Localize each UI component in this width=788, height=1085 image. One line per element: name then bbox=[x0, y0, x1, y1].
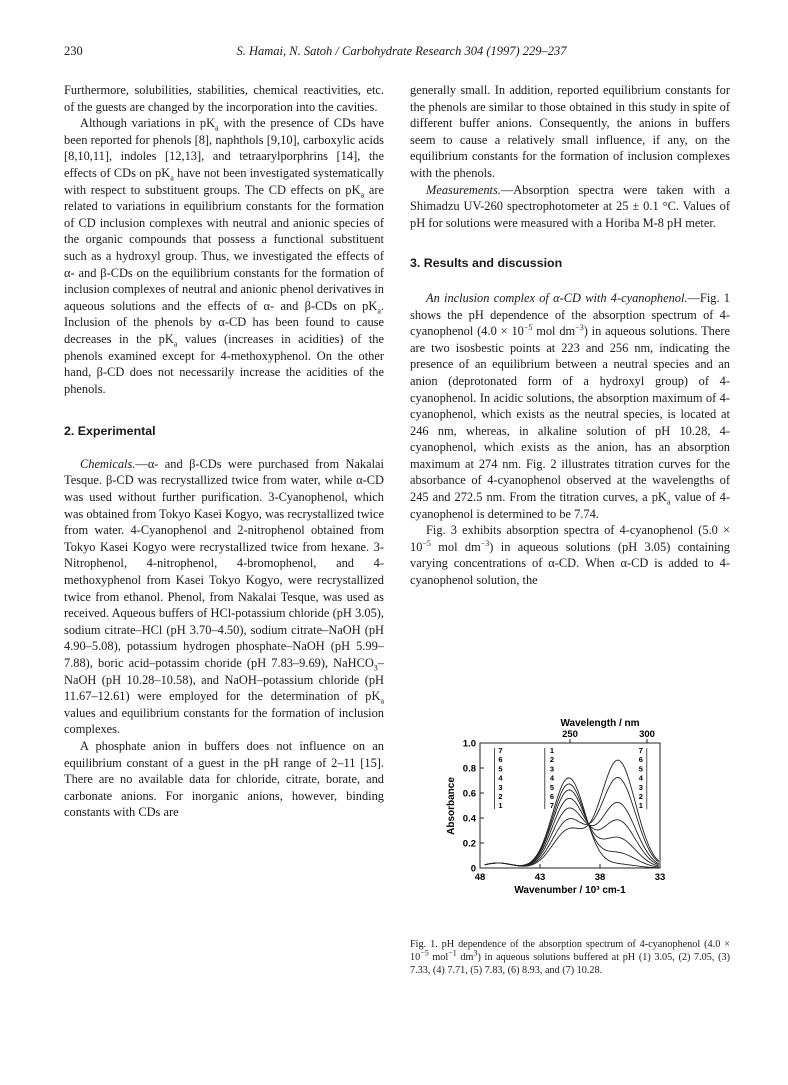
spectrum-curve-7 bbox=[485, 760, 659, 866]
top-tick-label: 250 bbox=[562, 729, 578, 740]
chemicals-paragraph: Chemicals.—α- and β-CDs were purchased from Nakalai Tesque. β-CD was recrystallized twice from water, while α-CD was used without further purification. 3-Cyanophenol, which was obtained from Tokyo Kasei Kogyo, was recrystallized twice from water. 4-Cyanophenol and 2-nitrophenol obtained from Tokyo Kasei Kogyo were recrystallized twice from hexane. 3-Nitrophenol, 4-nitrophenol, 4-bromophenol, and 4-methoxyphenol from Kasei Tokyo Kogyo, were recrystallized twice from ethanol. Phenol, from Nakalai Tesque, was used as received. Aqueous buffers of HCl-potassium chloride (pH 3.05), sodium citrate–HCl (pH 3.70–4.50), sodium citrate–NaOH (pH 4.90–5.08), potassium hydrogen phosphate–NaOH (pH 5.99–7.88), boric acid–potassim choride (pH 7.83–9.69), NaHCO$_3$–NaOH (pH 10.28–10.58), and NaOH–potassium chloride (pH 11.67–12.61) were employed for the determination of $pK_a$ values and equilibrium constants for the formation of inclusion complexes. bbox=[64, 456, 384, 737]
section-heading-results: 3. Results and discussion bbox=[410, 256, 563, 271]
y-tick-label: 0.2 bbox=[462, 838, 476, 850]
spectrum-curves bbox=[485, 760, 659, 868]
page-header bbox=[64, 44, 739, 66]
x-axis-ticks bbox=[475, 864, 666, 883]
curve-label-right: 2 bbox=[638, 792, 643, 801]
continued-paragraph: generally small. In addition, reported equilibrium constants for the phenols are similar to those obtained in this study in spite of different buffer anions. Consequently, the anions in buffers seem to cause a relatively small influence, if any, on the equilibrium constants for the formation of inclusion complexes with the phenols. bbox=[410, 83, 730, 180]
right-column bbox=[410, 82, 730, 589]
page-number: 230 bbox=[64, 44, 83, 58]
curve-label-left: 5 bbox=[498, 764, 503, 774]
curve-label-mid: 7 bbox=[549, 801, 555, 811]
curve-label-right: 3 bbox=[638, 782, 643, 792]
curve-label-mid: 3 bbox=[549, 764, 555, 774]
curve-label-mid: 6 bbox=[549, 792, 555, 801]
curve-label-left: 3 bbox=[498, 782, 503, 792]
intro-paragraph-2: Although variations in $pK_a$ with the presence of CDs have been reported for phenols [8], naphthols [9,10], carboxylic acids [8,10,11], indoles [12,13], and tetraarylporphrins [14], the effects of CDs on $pK_a$ have not been investigated systematically with respect to substituent groups. The CD effects on $pK_a$ are related to variations in equilibrium constants for the formation of CD inclusion complexes with neutral and anionic species of the organic compounds that possess a functional substituent such as a hydroxyl group. Thus, we investigated the effects of α- and β-CDs on the equilibrium constants for the formation of inclusion complexes of neutral and anionic phenol derivatives in aqueous solutions and the effects of α- and β-CDs on $pK_a$. Inclusion of the phenols by α-CD has been found to cause decreases in the $pK_a$ values (increases in acidities) of the phenols examined except for 4-methoxyphenol. On the other hand, β-CD does not necessarily increase the acidities of the phenols. bbox=[64, 116, 385, 396]
curve-label-mid: 2 bbox=[549, 755, 555, 765]
section-heading-experimental: 2. Experimental bbox=[64, 424, 156, 439]
y-tick-label: 1.0 bbox=[462, 738, 476, 750]
curve-label-mid: 4 bbox=[549, 773, 555, 783]
top-axis-label: Wavelength / nm bbox=[560, 718, 640, 729]
curve-label-right: 4 bbox=[638, 773, 643, 783]
curve-label-left: 4 bbox=[498, 773, 503, 783]
curve-label-left: 2 bbox=[498, 792, 503, 801]
left-column bbox=[64, 82, 384, 821]
x-tick-label: 48 bbox=[474, 872, 486, 883]
y-tick-label: 0.8 bbox=[462, 763, 476, 775]
top-tick-label: 300 bbox=[639, 729, 655, 740]
x-tick-label: 38 bbox=[594, 872, 606, 883]
x-tick-label: 33 bbox=[654, 872, 666, 883]
curve-label-left: 7 bbox=[498, 746, 503, 755]
curve-label-mid: 1 bbox=[549, 746, 555, 755]
curve-label-left: 1 bbox=[498, 801, 503, 811]
y-axis-label: Absorbance bbox=[446, 777, 457, 835]
figure-1 bbox=[440, 718, 680, 894]
spectrum-curve-2 bbox=[485, 784, 659, 867]
fig3-paragraph: Fig. 3 exhibits absorption spectra of 4-cyanophenol ($5.0 \times 10^{-5}$ mol $dm^{-3}$) in aqueous solutions (pH 3.05) containing varying concentrations of α-CD. When α-CD is added to 4-cyanophenol solution, the bbox=[410, 523, 730, 588]
curve-label-left: 6 bbox=[498, 755, 503, 765]
running-head: S. Hamai, N. Satoh / Carbohydrate Research 304 (1997) 229–237 bbox=[236, 44, 567, 58]
curve-label-right: 1 bbox=[638, 801, 643, 811]
absorption-spectrum-chart bbox=[440, 718, 680, 898]
figure-caption: Fig. 1. pH dependence of the absorption spectrum of 4-cyanophenol ($4.0 \times 10^{-5}$ mol$^{-1}$ $dm^3$) in aqueous solutions buffered at pH (1) 3.05, (2) 7.05, (3) 7.33, (4) 7.71, (5) 7.83, (6) 8.93, and (7) 10.28. bbox=[410, 939, 730, 977]
x-tick-label: 43 bbox=[534, 872, 546, 883]
measurements-paragraph: Measurements.—Absorption spectra were taken with a Shimadzu UV-260 spectrophotometer at 25 ± 0.1 °C. Values of pH for solutions were measured with a Horiba M-8 pH meter. bbox=[410, 182, 730, 230]
bottom-axis-label: Wavenumber / 10³ cm-1 bbox=[514, 885, 626, 896]
y-tick-label: 0.6 bbox=[462, 788, 476, 800]
y-axis-ticks bbox=[463, 739, 484, 875]
y-tick-label: 0 bbox=[470, 863, 476, 875]
curve-label-right: 7 bbox=[638, 746, 643, 755]
curve-label-right: 5 bbox=[638, 764, 643, 774]
y-tick-label: 0.4 bbox=[462, 813, 476, 825]
phosphate-paragraph: A phosphate anion in buffers does not influence on an equilibrium constant of a guest in the pH range of 2–11 [15]. There are no available data for chloride, citrate, borate, and carbonate anions. For inorganic anions, however, binding constants with CDs are bbox=[64, 738, 384, 820]
intro-paragraph-1: Furthermore, solubilities, stabilities, chemical reactivities, etc. of the guests are changed by the incorporation into the cavities. bbox=[64, 83, 384, 114]
inclusion-paragraph: An inclusion complex of α-CD with 4-cyanophenol.—Fig. 1 shows the pH dependence of the absorption spectrum of 4-cyanophenol ($4.0 \times 10^{-5}$ mol $dm^{-3}$) in aqueous solutions. There are two isosbestic points at 223 and 256 nm, indicating the presence of an equilibrium between a neutral species and an anion (deprotonated form of a hydroxyl group) of 4-cyanophenol. In acidic solutions, the absorption maximum of 4-cyanophenol, which exists as the neutral species, is located at 246 nm, whereas, in alkaline solution of pH 10.28, 4-cyanophenol, which exists as the anion, has an absorption maximum at 274 nm. Fig. 2 illustrates titration curves for the absorbance of 4-cyanophenol observed at the wavelengths of 245 and 272.5 nm. From the titration curves, a $pK_a$ value of 4-cyanophenol is determined to be 7.74. bbox=[410, 290, 730, 521]
curve-label-mid: 5 bbox=[549, 782, 555, 792]
curve-label-right: 6 bbox=[638, 755, 643, 765]
